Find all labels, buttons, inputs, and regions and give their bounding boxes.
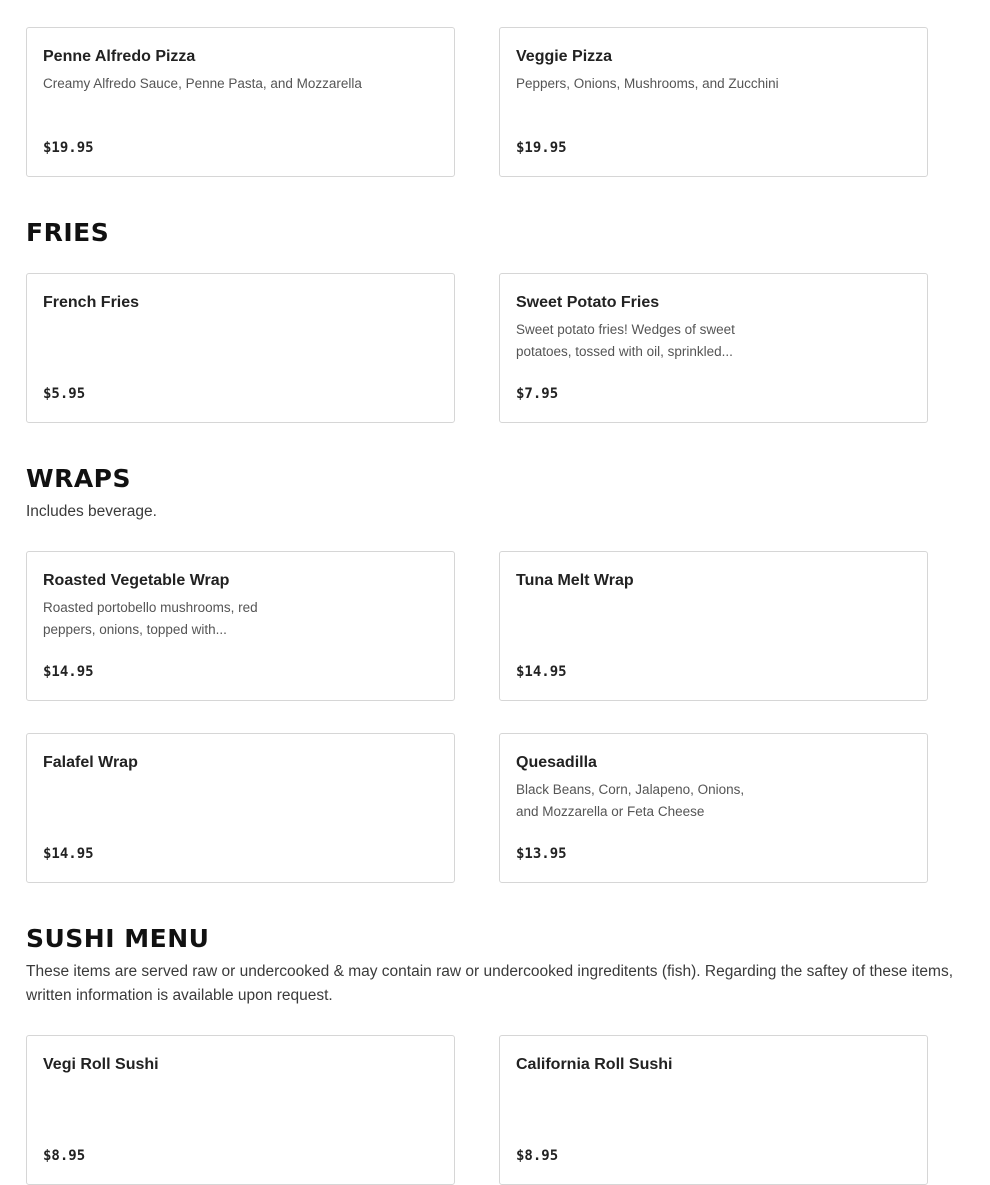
menu-item-price: $13.95 (516, 846, 567, 862)
menu-item-price: $14.95 (43, 846, 94, 862)
menu-item-card[interactable] (26, 733, 455, 883)
menu-item-price: $8.95 (43, 1148, 86, 1164)
section-title: WRAPS (26, 464, 132, 493)
menu-item-card[interactable] (26, 551, 455, 701)
menu-item-price: $14.95 (516, 664, 567, 680)
menu-item-card[interactable] (499, 1035, 928, 1185)
menu-item-name: Roasted Vegetable Wrap (43, 572, 230, 589)
menu-item-card[interactable] (26, 27, 455, 177)
menu-item-name: California Roll Sushi (516, 1056, 673, 1073)
section-title: FRIES (26, 218, 110, 247)
menu-item-card[interactable] (26, 273, 455, 423)
menu-item-name: Vegi Roll Sushi (43, 1056, 159, 1073)
menu-item-price: $14.95 (43, 664, 94, 680)
menu-item-description: Creamy Alfredo Sauce, Penne Pasta, and Mozzarella (43, 76, 362, 91)
menu-item-name: Veggie Pizza (516, 48, 613, 65)
menu-item-name: Penne Alfredo Pizza (43, 48, 196, 65)
menu-item-card[interactable] (499, 551, 928, 701)
menu-item-price: $7.95 (516, 386, 559, 402)
section-description: Includes beverage. (26, 503, 157, 520)
menu-item-card[interactable] (499, 27, 928, 177)
menu-item-description: Black Beans, Corn, Jalapeno, Onions, and Mozzarella or Feta Cheese (516, 782, 745, 819)
section-sushi (26, 924, 966, 1008)
section-fries (26, 218, 966, 248)
menu-item-name: Quesadilla (516, 754, 597, 771)
menu-item-price: $8.95 (516, 1148, 559, 1164)
section-title: SUSHI MENU (26, 924, 210, 953)
menu-item-name: French Fries (43, 294, 140, 311)
menu-item-price: $19.95 (43, 140, 94, 156)
section-description: These items are served raw or undercooked & may contain raw or undercooked ingreditents (fish). Regarding the saftey of these items, written information is available upon request. (26, 963, 954, 1004)
menu-item-description: Peppers, Onions, Mushrooms, and Zucchini (516, 76, 779, 91)
menu-item-name: Sweet Potato Fries (516, 294, 660, 311)
menu-item-price: $5.95 (43, 386, 86, 402)
section-wraps (26, 464, 966, 524)
menu-item-description: Roasted portobello mushrooms, red peppers, onions, topped with... (43, 600, 258, 637)
menu-item-card[interactable] (499, 273, 928, 423)
menu-item-name: Falafel Wrap (43, 754, 138, 771)
menu-item-price: $19.95 (516, 140, 567, 156)
menu-item-card[interactable] (499, 733, 928, 883)
menu-item-card[interactable] (26, 1035, 455, 1185)
menu-item-name: Tuna Melt Wrap (516, 572, 634, 589)
menu-item-description: Sweet potato fries! Wedges of sweet potatoes, tossed with oil, sprinkled... (516, 322, 735, 359)
